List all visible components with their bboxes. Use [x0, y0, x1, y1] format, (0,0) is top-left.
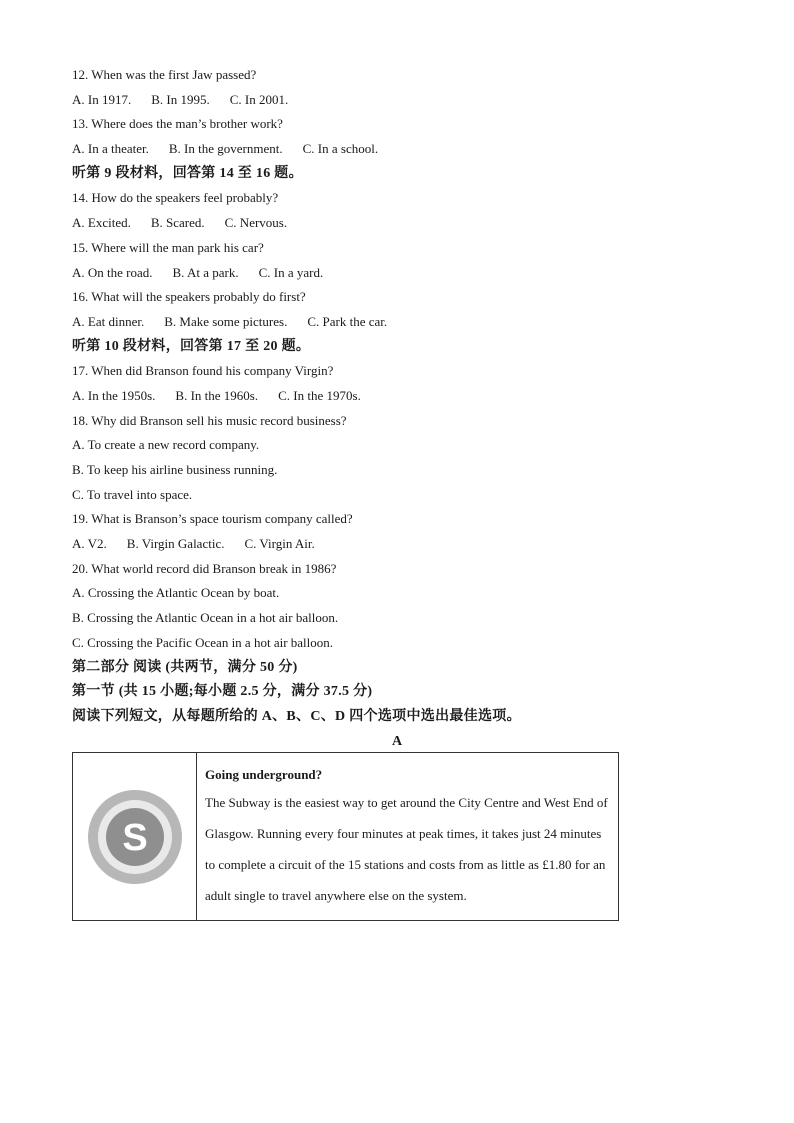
option-a: A. In the 1950s. — [72, 387, 156, 403]
option-b: B. At a park. — [172, 264, 239, 280]
passage-label: A — [391, 733, 403, 749]
option-a: A. Eat dinner. — [72, 313, 145, 329]
option-c: C. In the 1970s. — [278, 387, 361, 403]
option-b: B. Crossing the Atlantic Ocean in a hot air balloon. — [72, 610, 339, 626]
option-c: C. To travel into space. — [72, 486, 193, 502]
question-text: 20. What world record did Branson break in 1986? — [72, 560, 337, 576]
option-b: B. In 1995. — [151, 91, 210, 107]
question-12 — [72, 63, 632, 88]
logo-cell — [73, 753, 197, 920]
question-text: 13. Where does the man’s brother work? — [72, 116, 283, 132]
option-a: A. Crossing the Atlantic Ocean by boat. — [72, 585, 280, 601]
options-15 — [72, 261, 632, 286]
question-16 — [72, 285, 632, 310]
section-1-title: 第一节 (共 15 小题;每小题 2.5 分，满分 37.5 分) — [72, 684, 373, 700]
option-b: B. Make some pictures. — [164, 313, 288, 329]
options-14 — [72, 211, 632, 236]
option-a: A. Excited. — [72, 215, 131, 231]
options-13 — [72, 137, 632, 162]
question-text: 16. What will the speakers probably do first? — [72, 289, 306, 305]
option-c: C. In a school. — [302, 141, 379, 157]
options-19 — [72, 532, 632, 557]
question-text: 19. What is Branson’s space tourism company called? — [72, 511, 353, 527]
passage-title: Going underground? — [205, 767, 323, 782]
question-13 — [72, 112, 632, 137]
option-a: A. In 1917. — [72, 91, 132, 107]
option-c: C. Nervous. — [224, 215, 288, 231]
option-b: B. In the government. — [168, 141, 283, 157]
option-b: B. Virgin Galactic. — [126, 536, 225, 552]
options-17 — [72, 384, 632, 409]
part-2-title: 第二部分 阅读 (共两节，满分 50 分) — [72, 659, 298, 675]
option-c: C. Virgin Air. — [244, 536, 315, 552]
option-a: A. On the road. — [72, 264, 153, 280]
subway-logo-icon — [85, 787, 185, 887]
option-a: A. In a theater. — [72, 141, 149, 157]
question-20 — [72, 557, 632, 582]
option-b: B. To keep his airline business running. — [72, 462, 278, 477]
question-text: 12. When was the first Jaw passed? — [72, 67, 257, 82]
question-19 — [72, 507, 632, 532]
option-a: A. V2. — [72, 536, 107, 552]
passage-cell — [197, 753, 618, 920]
reading-instruction: 阅读下列短文，从每题所给的 A、B、C、D 四个选项中选出最佳选项。 — [72, 708, 521, 724]
option-c: C. Crossing the Pacific Ocean in a hot air balloon. — [72, 634, 334, 650]
option-b: B. In the 1960s. — [175, 387, 259, 403]
option-b: B. Scared. — [150, 215, 205, 231]
option-c: C. Park the car. — [307, 313, 388, 329]
passage-text: The Subway is the easiest way to get around the City Centre and West End of Glasgow. Running every four minutes at peak times, it takes just 24 minutes to complete a circuit of the 15 stations and costs from as little as £1.80 for an adult single to travel anywhere else on the system. — [205, 795, 608, 903]
exam-page — [72, 63, 632, 754]
question-18 — [72, 409, 632, 434]
option-a: A. To create a new record company. — [72, 437, 260, 453]
section-heading: 听第 10 段材料，回答第 17 至 20 题。 — [72, 338, 311, 354]
section-heading: 听第 9 段材料，回答第 14 至 16 题。 — [72, 165, 303, 181]
options-12 — [72, 88, 632, 113]
question-15 — [72, 236, 632, 261]
question-17 — [72, 359, 632, 384]
option-c: C. In a yard. — [258, 264, 324, 280]
question-14 — [72, 186, 632, 211]
options-16 — [72, 310, 632, 335]
question-text: 14. How do the speakers feel probably? — [72, 190, 279, 206]
logo-letter: S — [121, 816, 148, 859]
question-text: 15. Where will the man park his car? — [72, 239, 264, 255]
passage-box — [72, 752, 619, 921]
option-c: C. In 2001. — [229, 91, 289, 107]
question-text: 17. When did Branson found his company Virgin? — [72, 363, 334, 379]
question-text: 18. Why did Branson sell his music record business? — [72, 412, 347, 428]
